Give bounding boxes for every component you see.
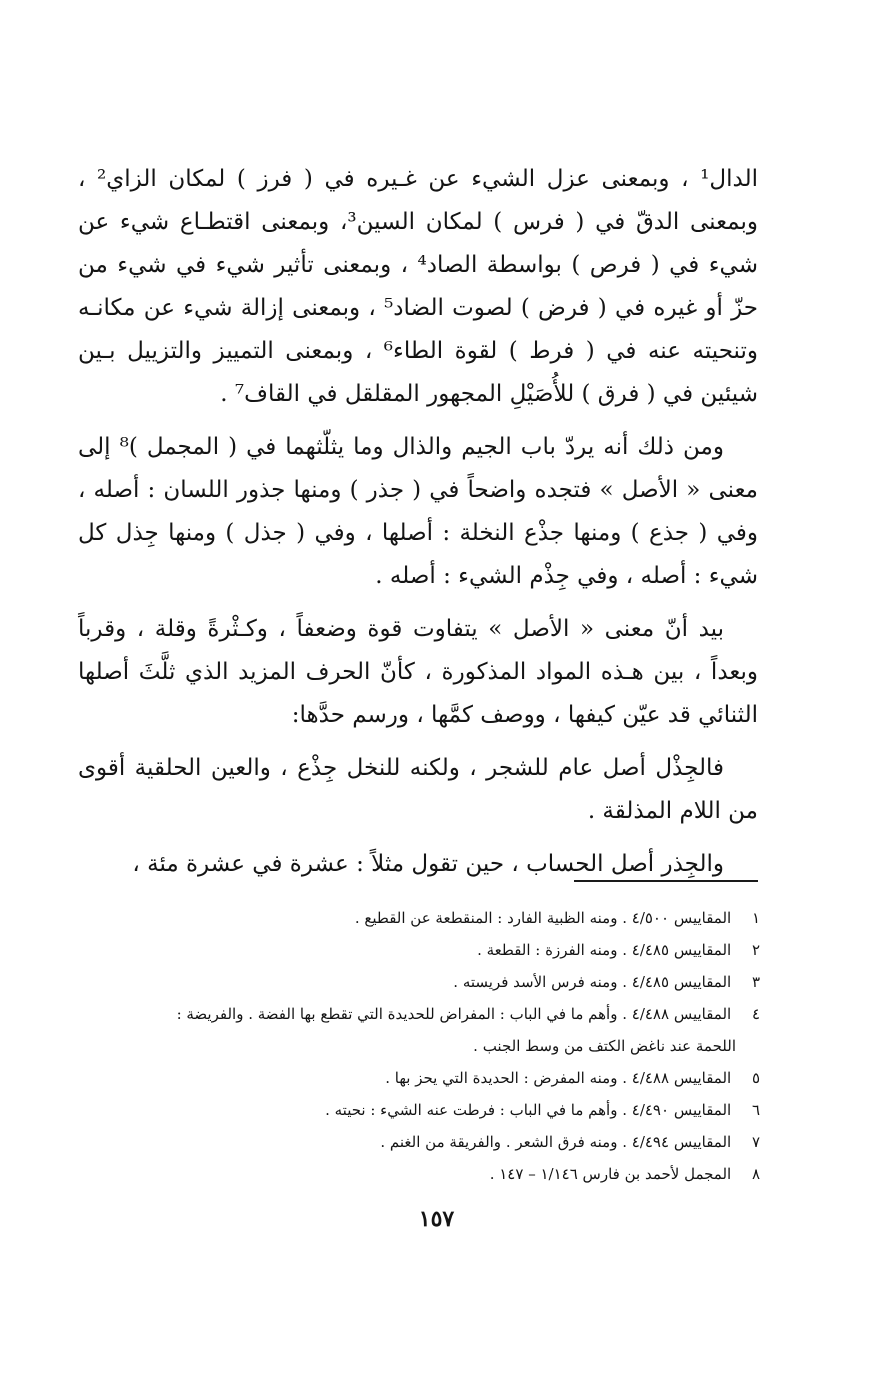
footnote-5 bbox=[88, 1062, 760, 1094]
footnote-number: ٨ bbox=[751, 1165, 760, 1183]
paragraph-5: والجِذر أصل الحساب ، حين تقول مثلاً : عشرة في عشرة مئة ، bbox=[132, 851, 724, 877]
footnote-text: المقاييس ٤/٤٨٨ . ومنه المفرض : الحديدة التي يحز بها . bbox=[385, 1069, 732, 1087]
paragraph-2: ومن ذلك أنه يردّ باب الجيم والذال وما يثلّثهما في ( المجمل )⁸ إلى معنى « الأصل » فتجده واضحاً في ( جذر ) ومنها جذور اللسان : أصله ، وفي ( جذع ) ومنها جذْع النخلة : أصلها ، وفي ( جذل ) ومنها جِذل كل شيء : أصله ، وفي جِذْم الشيء : أصله . bbox=[78, 434, 758, 589]
footnote-text: المقاييس ٤/٤٨٥ . ومنه فرس الأسد فريسته . bbox=[453, 973, 732, 991]
paragraph-4: فالجِذْل أصل عام للشجر ، ولكنه للنخل جِذْع ، والعين الحلقية أقوى من اللام المذلقة . bbox=[78, 755, 758, 824]
footnote-number: ٦ bbox=[751, 1101, 760, 1119]
footnote-number: ١ bbox=[751, 909, 760, 927]
footnote-text: المقاييس ٤/٤٨٨ . وأهم ما في الباب : المفراض للحديدة التي تقطع بها الفضة . والفريضة : bbox=[176, 1005, 732, 1023]
footnote-number: ٣ bbox=[751, 973, 760, 991]
paragraph-3: بيد أنّ معنى « الأصل » يتفاوت قوة وضعفاً ، وكـثْرةً وقلة ، وقرباً وبعداً ، بين هـذه المواد المذكورة ، كأنّ الحرف المزيد الذي ثلَّثَ أصلها الثنائي قد عيّن كيفها ، ووصف كمَّها ، ورسم حدَّها: bbox=[78, 616, 758, 728]
footnote-1 bbox=[88, 902, 760, 934]
footnote-text: المقاييس ٤/٤٩٤ . ومنه فرق الشعر . والفريقة من الغنم . bbox=[380, 1133, 732, 1151]
footnotes-block bbox=[88, 902, 760, 1190]
footnote-8 bbox=[88, 1158, 760, 1190]
footnote-4-continuation: اللحمة عند ناغض الكتف من وسط الجنب . bbox=[473, 1037, 736, 1055]
paragraph-1: الدال¹ ، وبمعنى عزل الشيء عن غـيره في ( فرز ) لمكان الزاي² ، وبمعنى الدقّ في ( فرس ) لمكان السين³، وبمعنى اقتطـاع شيء عن شيء في ( فرص ) بواسطة الصاد⁴ ، وبمعنى تأثير شيء في شيء من حزّ أو غيره في ( فرض ) لصوت الضاد⁵ ، وبمعنى إزالة شيء عن مكانـه وتنحيته عنه في ( فرط ) لقوة الطاء⁶ ، وبمعنى التمييز والتزييل بـين شيئين في ( فرق ) للأُصَيْلِ المجهور المقلقل في القاف⁷ . bbox=[78, 166, 758, 407]
footnote-text: المقاييس ٤/٤٨٥ . ومنه الفرزة : القطعة . bbox=[477, 941, 732, 959]
footnote-text: المقاييس ٤/٤٩٠ . وأهم ما في الباب : فرطت عنه الشيء : نحيته . bbox=[325, 1101, 732, 1119]
footnote-text: المقاييس ٤/٥٠٠ . ومنه الظبية الفارد : المنقطعة عن القطيع . bbox=[354, 909, 732, 927]
footnote-number: ٧ bbox=[751, 1133, 760, 1151]
footnote-2 bbox=[88, 934, 760, 966]
footnote-4 bbox=[88, 998, 760, 1030]
footnote-separator bbox=[574, 880, 758, 882]
footnote-number: ٥ bbox=[751, 1069, 760, 1087]
footnote-7 bbox=[88, 1126, 760, 1158]
footnote-3 bbox=[88, 966, 760, 998]
footnote-text: المجمل لأحمد بن فارس ١/١٤٦ – ١٤٧ . bbox=[489, 1165, 732, 1183]
footnote-number: ٢ bbox=[751, 941, 760, 959]
footnote-6 bbox=[88, 1094, 760, 1126]
footnote-number: ٤ bbox=[751, 1005, 760, 1023]
main-text-block bbox=[78, 158, 758, 896]
page-number: ١٥٧ bbox=[418, 1206, 455, 1232]
